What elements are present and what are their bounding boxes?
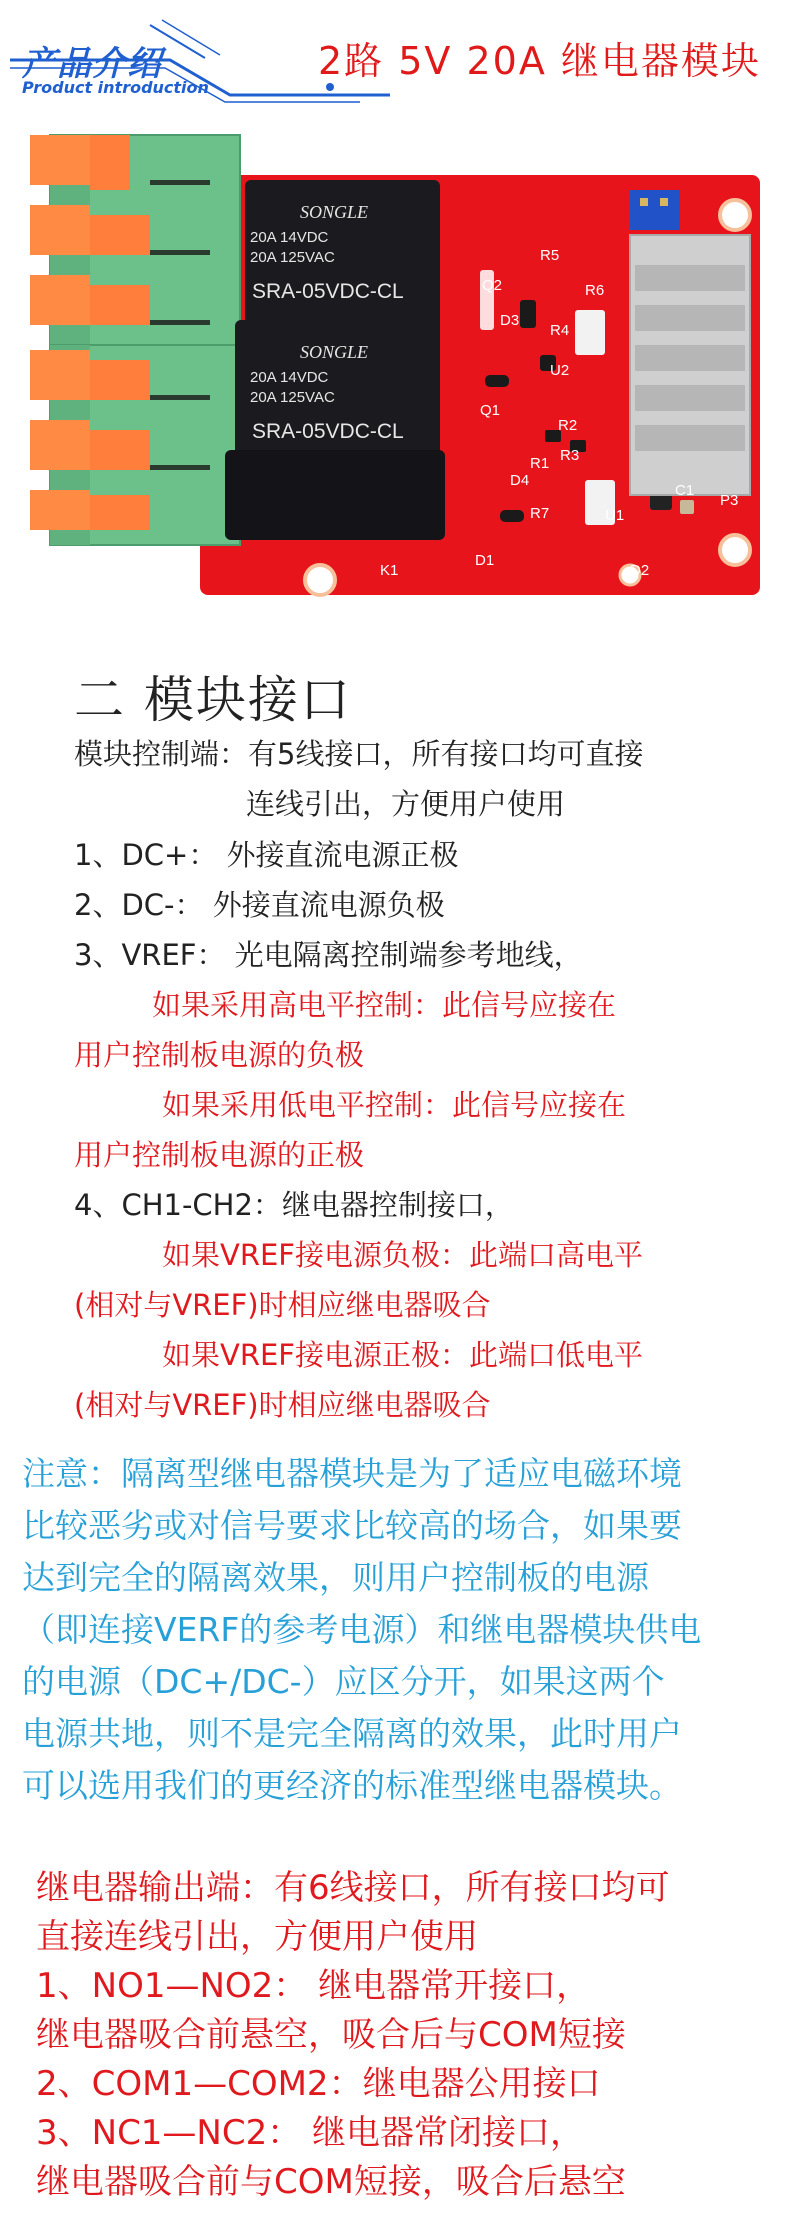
vref-low-level-note-cont: 用户控制板电源的正极 xyxy=(74,1138,365,1172)
svg-text:C1: C1 xyxy=(675,482,695,499)
output-port-desc-cont: 直接连线引出，方便用户使用 xyxy=(36,1917,478,1957)
note-line: 可以选用我们的更经济的标准型继电器模块。 xyxy=(22,1766,682,1805)
section-title: 二 模块接口 xyxy=(74,671,352,729)
pin-vref: 3、VREF： 光电隔离控制端参考地线， xyxy=(74,938,583,972)
terminal-block-top xyxy=(30,135,240,345)
svg-text:SONGLE: SONGLE xyxy=(300,342,369,362)
product-intro-title: 产品介绍 xyxy=(22,44,162,84)
mounting-hole xyxy=(305,565,335,595)
pin-dc-plus: 1、DC+： 外接直流电源正极 xyxy=(74,838,459,872)
svg-text:R3: R3 xyxy=(560,447,580,464)
ch-low-level-note: 如果VREF接电源正极：此端口低电平 xyxy=(162,1338,643,1372)
mounting-hole xyxy=(720,535,750,565)
vref-low-level-note: 如果采用低电平控制：此信号应接在 xyxy=(162,1088,627,1122)
pin-nc: 3、NC1—NC2： 继电器常闭接口， xyxy=(36,2113,585,2153)
jumper-header xyxy=(630,190,680,230)
terminal-block-bottom xyxy=(30,345,240,545)
note-line: 达到完全的隔离效果，则用户控制板的电源 xyxy=(22,1558,649,1597)
pin-no: 1、NO1—NO2： 继电器常开接口， xyxy=(36,1966,591,2006)
svg-text:D2: D2 xyxy=(630,562,650,579)
mounting-hole xyxy=(720,200,750,230)
svg-text:D3: D3 xyxy=(500,312,520,329)
note-line: 的电源（DC+/DC-）应区分开，如果这两个 xyxy=(22,1662,665,1701)
note-line: （即连接VERF的参考电源）和继电器模块供电 xyxy=(22,1610,702,1649)
svg-text:K1: K1 xyxy=(380,562,399,579)
vref-high-level-note-cont: 用户控制板电源的负极 xyxy=(74,1038,365,1072)
note-line: 电源共地，则不是完全隔离的效果，此时用户 xyxy=(22,1714,682,1753)
relay-2 xyxy=(225,320,445,540)
vref-high-level-note: 如果采用高电平控制：此信号应接在 xyxy=(152,988,617,1022)
svg-text:R1: R1 xyxy=(530,455,550,472)
relay-module-photo xyxy=(30,120,770,620)
note-line: 比较恶劣或对信号要求比较高的场合，如果要 xyxy=(22,1506,682,1545)
pin-com: 2、COM1—COM2：继电器公用接口 xyxy=(36,2064,601,2104)
relay-1 xyxy=(245,180,440,340)
svg-text:R2: R2 xyxy=(558,417,578,434)
svg-text:SONGLE: SONGLE xyxy=(300,202,369,222)
ch-high-level-note: 如果VREF接电源负极：此端口高电平 xyxy=(162,1238,643,1272)
svg-text:20A 125VAC: 20A 125VAC xyxy=(250,249,335,266)
pin-no-note: 继电器吸合前悬空，吸合后与COM短接 xyxy=(36,2015,626,2055)
svg-text:R6: R6 xyxy=(585,282,605,299)
svg-text:U1: U1 xyxy=(605,507,625,524)
svg-text:20A 14VDC: 20A 14VDC xyxy=(250,229,329,246)
svg-text:U2: U2 xyxy=(550,362,570,379)
svg-text:Q2: Q2 xyxy=(482,277,503,294)
ch-high-level-note-cont: (相对与VREF)时相应继电器吸合 xyxy=(74,1288,491,1322)
svg-text:R7: R7 xyxy=(530,505,550,522)
control-port-desc-cont: 连线引出，方便用户使用 xyxy=(246,787,566,821)
svg-text:D1: D1 xyxy=(475,552,495,569)
svg-text:R4: R4 xyxy=(550,322,570,339)
svg-text:SRA-05VDC-CL: SRA-05VDC-CL xyxy=(252,420,404,443)
pin-dc-minus: 2、DC-： 外接直流电源负极 xyxy=(74,888,445,922)
svg-text:P3: P3 xyxy=(720,492,739,509)
pin-ch1-ch2: 4、CH1-CH2：继电器控制接口， xyxy=(74,1188,514,1222)
header xyxy=(0,0,790,110)
product-intro-subtitle: Product introduction xyxy=(22,78,209,97)
pin-nc-note: 继电器吸合前与COM短接，吸合后悬空 xyxy=(36,2162,626,2202)
svg-text:SRA-05VDC-CL: SRA-05VDC-CL xyxy=(252,280,404,303)
svg-text:20A 125VAC: 20A 125VAC xyxy=(250,389,335,406)
note-line: 注意：隔离型继电器模块是为了适应电磁环境 xyxy=(22,1454,682,1493)
svg-text:Q1: Q1 xyxy=(480,402,501,419)
control-connector xyxy=(630,235,750,495)
output-port-desc: 继电器输出端：有6线接口，所有接口均可 xyxy=(36,1868,670,1908)
control-port-desc: 模块控制端：有5线接口，所有接口均可直接 xyxy=(74,737,644,771)
svg-text:D4: D4 xyxy=(510,472,530,489)
svg-text:R5: R5 xyxy=(540,247,560,264)
page-title: 2路 5V 20A 继电器模块 xyxy=(318,39,761,83)
svg-text:20A 14VDC: 20A 14VDC xyxy=(250,369,329,386)
ch-low-level-note-cont: (相对与VREF)时相应继电器吸合 xyxy=(74,1388,491,1422)
